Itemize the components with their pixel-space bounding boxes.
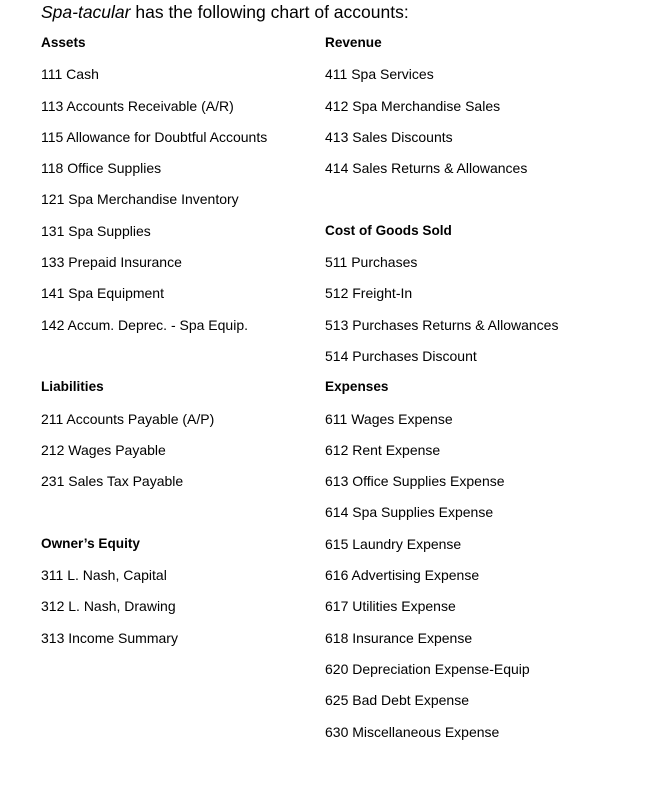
account-item: 141 Spa Equipment (41, 285, 164, 302)
account-item: 142 Accum. Deprec. - Spa Equip. (41, 316, 248, 333)
section-heading: Assets (41, 35, 86, 50)
section-heading: Revenue (325, 35, 382, 50)
right-accounts-column (325, 32, 558, 752)
account-item: 514 Purchases Discount (325, 347, 477, 364)
account-item: 513 Purchases Returns & Allowances (325, 316, 559, 333)
account-item: 411 Spa Services (325, 66, 434, 83)
company-name: Spa-tacular (41, 2, 131, 22)
account-item: 113 Accounts Receivable (A/R) (41, 97, 234, 114)
title-text: has the following chart of accounts: (130, 2, 409, 22)
account-item: 511 Purchases (325, 254, 418, 271)
account-item: 611 Wages Expense (325, 410, 453, 427)
blank-row (325, 188, 558, 219)
account-item: 412 Spa Merchandise Sales (325, 97, 501, 114)
section-heading: Owner’s Equity (41, 535, 140, 551)
account-item: 512 Freight-In (325, 285, 413, 302)
account-item: 617 Utilities Expense (325, 598, 456, 615)
account-item: 414 Sales Returns & Allowances (325, 160, 528, 177)
account-item: 630 Miscellaneous Expense (325, 723, 500, 740)
account-item: 311 L. Nash, Capital (41, 567, 167, 584)
account-item: 211 Accounts Payable (A/P) (41, 410, 215, 427)
account-item: 231 Sales Tax Payable (41, 473, 184, 490)
account-item: 618 Insurance Expense (325, 629, 473, 646)
account-item: 614 Spa Supplies Expense (325, 504, 494, 521)
account-item: 118 Office Supplies (41, 160, 162, 177)
account-item: 212 Wages Payable (41, 441, 166, 458)
blank-row (41, 345, 267, 376)
account-item: 613 Office Supplies Expense (325, 473, 505, 490)
account-item: 612 Rent Expense (325, 441, 441, 458)
section-heading: Liabilities (41, 379, 104, 395)
account-item: 620 Depreciation Expense-Equip (325, 660, 530, 677)
section-heading: Cost of Goods Sold (325, 222, 452, 238)
account-item: 111 Cash (41, 66, 99, 83)
account-item: 133 Prepaid Insurance (41, 254, 182, 271)
account-item: 312 L. Nash, Drawing (41, 598, 176, 615)
account-item: 615 Laundry Expense (325, 535, 462, 552)
account-item: 616 Advertising Expense (325, 567, 480, 584)
account-item: 121 Spa Merchandise Inventory (41, 191, 239, 208)
account-item: 313 Income Summary (41, 629, 178, 646)
account-item: 625 Bad Debt Expense (325, 692, 469, 709)
account-item: 131 Spa Supplies (41, 222, 151, 239)
section-heading: Expenses (325, 379, 389, 395)
blank-row (41, 501, 267, 532)
left-accounts-column (41, 32, 267, 658)
page-title (41, 0, 409, 24)
account-item: 115 Allowance for Doubtful Accounts (41, 128, 268, 145)
account-item: 413 Sales Discounts (325, 128, 453, 145)
